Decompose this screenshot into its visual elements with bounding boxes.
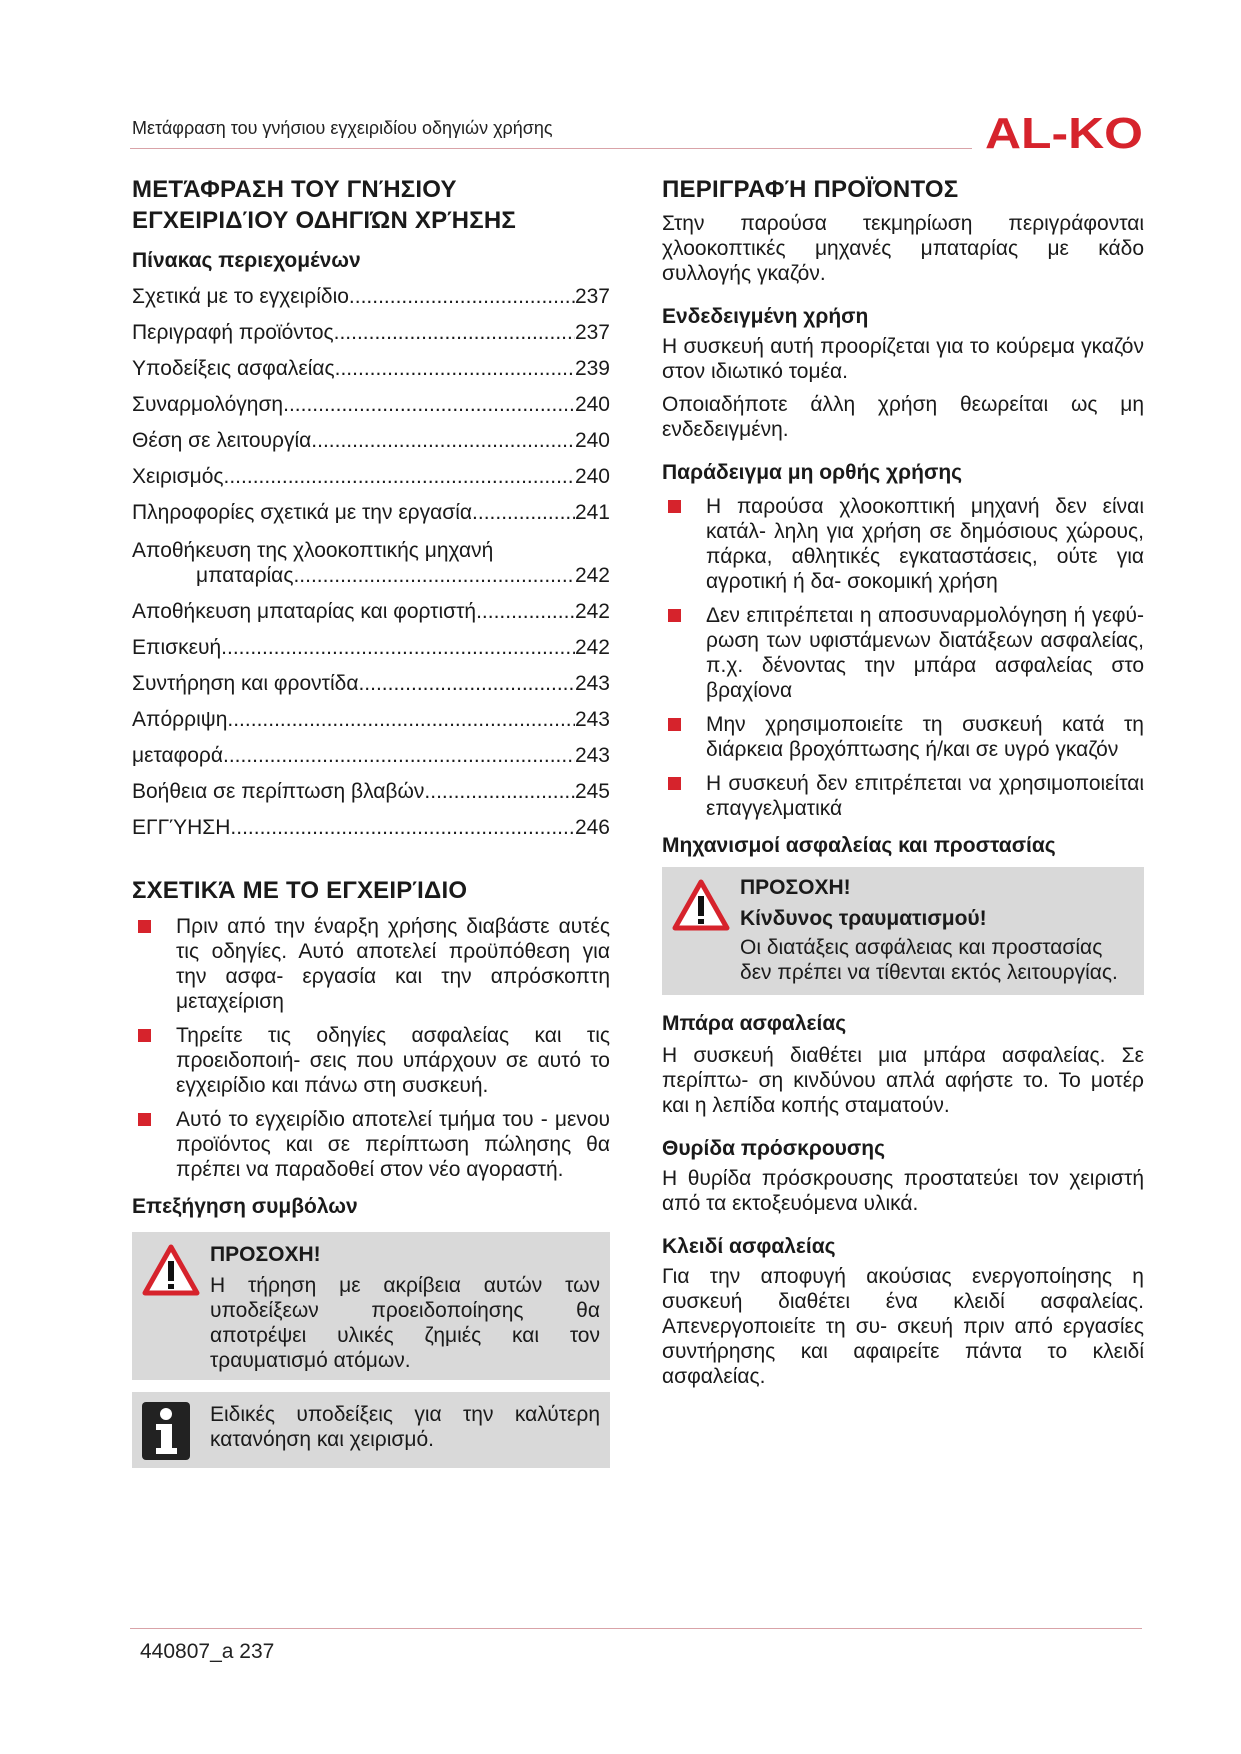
flap-text: Η θυρίδα πρόσκρουσης προστατεύει τον χειριστή από τα εκτοξευόμενα υλικά. (662, 1167, 1144, 1215)
toc-entry[interactable]: Επισκευή ..... 242 (132, 635, 610, 671)
toc-entry[interactable]: Θέση σε λειτουργία ..... 240 (132, 428, 610, 464)
toc-entry[interactable]: Περιγραφή προϊόντος ..... 237 (132, 320, 610, 356)
left-column (132, 174, 610, 1468)
toc-entry[interactable]: Συντήρηση και φροντίδα ..... 243 (132, 671, 610, 707)
about-title: ΣΧΕΤΙΚΆ ΜΕ ΤΟ ΕΓΧΕΙΡΊΔΙΟ (132, 877, 468, 904)
warning-text: Η τήρηση με ακρίβεια αυτών των υποδείξεων προειδοποίησης θα αποτρέψει υλικές ζημιές και τον τραυματισμό ατόμων. (210, 1274, 600, 1372)
product-text: Στην παρούσα τεκμηρίωση περιγράφονται χλοοκοπτικές μηχανές μπαταρίας με κάδο συλλογής γκαζόν. (662, 212, 1144, 285)
safety-key-title: Κλειδί ασφαλείας (662, 1235, 836, 1258)
info-text: Ειδικές υποδείξεις για την καλύτερη κατανόηση και χειρισμό. (210, 1403, 600, 1451)
toc-entry[interactable]: Βοήθεια σε περίπτωση βλαβών ..... 245 (132, 779, 610, 815)
header-title: Μετάφραση του γνήσιου εγχειριδίου οδηγιών χρήσης (132, 118, 553, 138)
list-item: Μην χρησιμοποιείτε τη συσκευή κατά τη διάρκεια βροχόπτωσης ή/και σε υγρό γκαζόν (662, 712, 1144, 762)
toc-title: Πίνακας περιεχομένων (132, 249, 361, 272)
toc-entry[interactable]: Υποδείξεις ασφαλείας ..... 239 (132, 356, 610, 392)
list-item: Δεν επιτρέπεται η αποσυναρμολόγηση ή γεφύ- ρωση των υφιστάμενων διατάξεων ασφαλείας, π.χ. δένοντας την μπάρα ασφαλείας στο βραχίονα (662, 603, 1144, 703)
info-icon (142, 1402, 190, 1460)
injury-warning-box (662, 867, 1144, 995)
table-of-contents (132, 284, 610, 851)
intended-use-note: Οποιαδήποτε άλλη χρήση θεωρείται ως μη ενδεδειγμένη. (662, 393, 1144, 441)
toc-entry[interactable]: ΕΓΓΎΗΣΗ ..... 246 (132, 815, 610, 851)
list-item: Τηρείτε τις οδηγίες ασφαλείας και τις προειδοποιή- σεις που υπάρχουν σε αυτό το εγχειρίδιο και πάνω στη συσκευή. (132, 1023, 610, 1098)
warning-title: ΠΡΟΣΟΧΗ! (740, 876, 851, 899)
main-title: ΜΕΤΆΦΡΑΣΗ ΤΟΥ ΓΝΉΣΙΟΥ ΕΓΧΕΙΡΙΔΊΟΥ ΟΔΗΓΙΏΝ ΧΡΉΣΗΣ (132, 176, 516, 234)
warning-title: ΠΡΟΣΟΧΗ! (210, 1243, 321, 1266)
symbols-title: Επεξήγηση συμβόλων (132, 1195, 358, 1218)
footer-divider (130, 1628, 1142, 1629)
list-item: Αυτό το εγχειρίδιο αποτελεί τμήμα του - μενου προϊόντος και σε περίπτωση πώλησης θα πρέπει να παραδοθεί στον νέο αγοραστή. (132, 1107, 610, 1182)
toc-entry[interactable]: Απόρριψη ..... 243 (132, 707, 610, 743)
alko-logo (985, 112, 1145, 154)
header-divider (130, 148, 972, 149)
warning-box (132, 1232, 610, 1380)
warning-text: Οι διατάξεις ασφάλειας και προστασίας δεν πρέπει να τίθενται εκτός λειτουργίας. (740, 936, 1118, 984)
toc-entry[interactable]: Αποθήκευση της χλοοκοπτικής μηχανή μπαταρίας ..... 242 (132, 538, 610, 588)
warning-subtitle: Κίνδυνος τραυματισμού! (740, 907, 987, 930)
safety-devices-title: Μηχανισμοί ασφαλείας και προστασίας (662, 834, 1056, 857)
safety-bar-text: Η συσκευή διαθέτει μια μπάρα ασφαλείας. Σε περίπτω- ση κινδύνου απλά αφήστε το. Το μοτέρ και η λεπίδα κοπής σταματούν. (662, 1044, 1144, 1117)
flap-title: Θυρίδα πρόσκρουσης (662, 1137, 885, 1160)
toc-entry[interactable]: Αποθήκευση μπαταρίας και φορτιστή ..... 242 (132, 599, 610, 635)
intended-use-title: Ενδεδειγμένη χρήση (662, 305, 869, 328)
about-list (132, 914, 610, 1182)
toc-entry[interactable]: Χειρισμός ..... 240 (132, 464, 610, 500)
list-item: Η παρούσα χλοοκοπτική μηχανή δεν είναι κατάλ- ληλη για χρήση σε δημόσιους χώρους, πάρκα, αθλητικές εγκαταστάσεις, ούτε για αγροτική ή δα- σοκομική χρήση (662, 494, 1144, 594)
toc-entry[interactable]: Σχετικά με το εγχειρίδιο ..... 237 (132, 284, 610, 320)
safety-key-text: Για την αποφυγή ακούσιας ενεργοποίησης η συσκευή διαθέτει ένα κλειδί ασφαλείας. Απενεργοποιείτε τη συ- σκευή πριν από εργασίες συντήρησης και αφαιρείτε πάντα το κλειδί ασφαλείας. (662, 1265, 1144, 1388)
misuse-list (662, 494, 1144, 821)
toc-entry[interactable]: Συναρμολόγηση ..... 240 (132, 392, 610, 428)
warning-icon (672, 879, 730, 931)
list-item: Πριν από την έναρξη χρήσης διαβάστε αυτές τις οδηγίες. Αυτό αποτελεί προϋπόθεση για την ασφα- εργασία και την απρόσκοπτη μεταχείριση (132, 914, 610, 1014)
toc-entry[interactable]: μεταφορά ..... 243 (132, 743, 610, 779)
intended-use-text: Η συσκευή αυτή προορίζεται για το κούρεμα γκαζόν στον ιδιωτικό τομέα. (662, 335, 1144, 383)
misuse-title: Παράδειγμα μη ορθής χρήσης (662, 461, 963, 484)
info-box (132, 1392, 610, 1468)
list-item: Η συσκευή δεν επιτρέπεται να χρησιμοποιείται επαγγελματικά (662, 771, 1144, 821)
page-number: 440807_a 237 (140, 1640, 275, 1663)
product-title: ΠΕΡΙΓΡΑΦΉ ΠΡΟΪΌΝΤΟΣ (662, 176, 959, 203)
toc-entry[interactable]: Πληροφορίες σχετικά με την εργασία ..... 241 (132, 500, 610, 536)
svg-text:AL-KO: AL-KO (985, 112, 1143, 154)
safety-bar-title: Μπάρα ασφαλείας (662, 1012, 847, 1035)
right-column (662, 174, 1144, 1397)
warning-icon (142, 1244, 200, 1296)
